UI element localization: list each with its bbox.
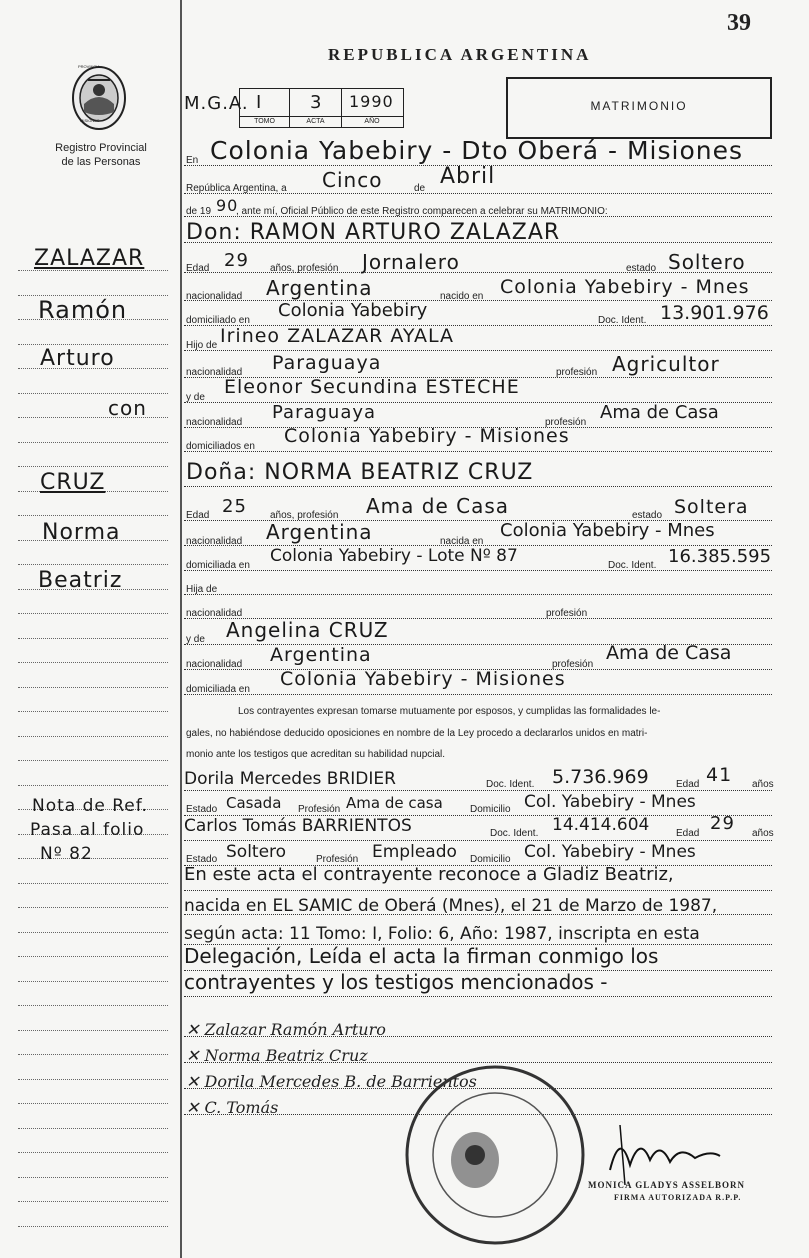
margin-rule bbox=[18, 1030, 168, 1031]
groom-father-profession: Agricultor bbox=[612, 352, 720, 376]
groom-nacionalidad-label: nacionalidad bbox=[186, 291, 243, 302]
groom-mother-profession: Ama de Casa bbox=[600, 402, 719, 423]
margin-rule bbox=[18, 638, 168, 639]
bride-profession: Ama de Casa bbox=[366, 494, 510, 518]
groom-age: 29 bbox=[224, 250, 249, 271]
margin-groom-name1: Ramón bbox=[38, 296, 128, 324]
margin-groom-surname: ZALAZAR bbox=[34, 246, 145, 271]
form-rule bbox=[184, 890, 772, 891]
form-rule bbox=[184, 996, 772, 997]
groom-doc-label: Doc. Ident. bbox=[598, 315, 647, 326]
statement-line1: Los contrayentes expresan tomarse mutuamente por esposos, y cumplidas las formalidades le- bbox=[238, 706, 661, 717]
margin-rule bbox=[18, 466, 168, 467]
bride-domiciliada2-label: domiciliada en bbox=[186, 684, 250, 695]
bride-nacionalidad-label: nacionalidad bbox=[186, 536, 243, 547]
official-stamp-icon bbox=[400, 1060, 590, 1250]
act-type-box bbox=[506, 77, 772, 139]
bride-birthplace: Colonia Yabebiry - Mnes bbox=[500, 520, 715, 541]
witness2-name: Carlos Tomás BARRIENTOS bbox=[184, 816, 412, 836]
witness2-anios-label: años bbox=[752, 828, 774, 839]
margin-rule bbox=[18, 736, 168, 737]
groom-profession-label: años, profesión bbox=[270, 263, 339, 274]
witness1-name: Dorila Mercedes BRIDIER bbox=[184, 769, 396, 789]
margin-bride-name1: Norma bbox=[42, 520, 121, 545]
observation-line2: nacida en EL SAMIC de Oberá (Mnes), el 21 de Marzo de 1987, bbox=[184, 896, 718, 916]
witness1-profession: Ama de casa bbox=[346, 794, 443, 812]
official-name: MONICA GLADYS ASSELBORN bbox=[588, 1180, 746, 1190]
witness1-edad-label: Edad bbox=[676, 779, 700, 790]
margin-rule bbox=[18, 515, 168, 516]
bride-estado-label: estado bbox=[632, 510, 663, 521]
witness2-edad-label: Edad bbox=[676, 828, 700, 839]
margin-note-line1: Nota de Ref. bbox=[32, 796, 148, 816]
margin-rule bbox=[18, 1103, 168, 1104]
bride-domiciliada-label: domiciliada en bbox=[186, 560, 250, 571]
witness1-doc: 5.736.969 bbox=[552, 766, 649, 788]
bride-edad-label: Edad bbox=[186, 510, 210, 521]
form-rule bbox=[184, 350, 772, 351]
witness1-prof-label: Profesión bbox=[298, 804, 341, 815]
margin-rule bbox=[18, 956, 168, 957]
republica-label: República Argentina, a bbox=[186, 183, 287, 194]
groom-birthplace: Colonia Yabebiry - Mnes bbox=[500, 276, 750, 298]
bride-nationality: Argentina bbox=[266, 520, 373, 544]
page-number: 39 bbox=[727, 10, 751, 36]
form-rule bbox=[184, 840, 772, 841]
margin-rule bbox=[18, 981, 168, 982]
en-label: En bbox=[186, 155, 199, 166]
margin-rule bbox=[18, 662, 168, 663]
bride-mother: Angelina CRUZ bbox=[226, 618, 389, 642]
de-label: de bbox=[414, 183, 426, 194]
form-rule bbox=[184, 790, 772, 791]
margin-rule bbox=[18, 1128, 168, 1129]
bride-mother-nationality: Argentina bbox=[270, 644, 372, 666]
witness2-age: 29 bbox=[710, 813, 735, 834]
witness2-address: Col. Yabebiry - Mnes bbox=[524, 842, 696, 862]
country-title: REPUBLICA ARGENTINA bbox=[328, 45, 592, 64]
bride-nacida-label: nacida en bbox=[440, 536, 484, 547]
margin-note-line2: Pasa al folio bbox=[30, 820, 145, 840]
day-value: Cinco bbox=[322, 168, 383, 192]
groom-domiciliados-label: domiciliados en bbox=[186, 441, 255, 452]
margin-connector: con bbox=[108, 396, 147, 420]
margin-note-line3: Nº 82 bbox=[40, 844, 93, 864]
bride-civil-status: Soltera bbox=[674, 496, 749, 518]
statement-line2: gales, no habiéndose deducido oposiciones en nombre de la Ley procedo a declararlos unidos en matri- bbox=[186, 728, 648, 739]
groom-father-nationality: Paraguaya bbox=[272, 352, 382, 374]
seal-text-bottom: MISIONES bbox=[80, 118, 100, 123]
groom-domicilio-label: domiciliado en bbox=[186, 315, 250, 326]
groom-hijo-label: Hijo de bbox=[186, 340, 218, 351]
reference-code: M.G.A. bbox=[184, 93, 249, 114]
witness1-age: 41 bbox=[706, 764, 733, 786]
witness2-doc: 14.414.604 bbox=[552, 815, 650, 835]
signature-bride: ✕ Norma Beatriz Cruz bbox=[186, 1046, 368, 1065]
statement-line3: monio ante los testigos que acreditan su habilidad nupcial. bbox=[186, 749, 446, 760]
margin-rule bbox=[18, 1226, 168, 1227]
margin-rule bbox=[18, 687, 168, 688]
margin-divider bbox=[180, 0, 182, 1258]
margin-rule bbox=[18, 344, 168, 345]
registry-line2: de las Personas bbox=[61, 156, 141, 168]
margin-rule bbox=[18, 932, 168, 933]
observation-line5: contrayentes y los testigos mencionados - bbox=[184, 970, 608, 994]
observation-line4: Delegación, Leída el acta la firman conmigo los bbox=[184, 944, 659, 968]
bride-father-prof-label: profesión bbox=[546, 608, 588, 619]
groom-edad-label: Edad bbox=[186, 263, 210, 274]
margin-groom-name2: Arturo bbox=[40, 346, 115, 371]
observation-line3: según acta: 11 Tomo: I, Folio: 6, Año: 1987, inscripta en esta bbox=[184, 924, 700, 944]
witness1-doc-label: Doc. Ident. bbox=[486, 779, 535, 790]
groom-mother-prof-label: profesión bbox=[545, 417, 587, 428]
place-value: Colonia Yabebiry - Dto Oberá - Misiones bbox=[210, 136, 744, 165]
bride-father-nat-label: nacionalidad bbox=[186, 608, 243, 619]
form-rule bbox=[184, 594, 772, 595]
witness1-address: Col. Yabebiry - Mnes bbox=[524, 792, 696, 812]
margin-rule bbox=[18, 711, 168, 712]
acta-value: 3 bbox=[310, 92, 323, 113]
groom-nationality: Argentina bbox=[266, 276, 373, 300]
anio-label: AÑO bbox=[364, 118, 380, 125]
month-value: Abril bbox=[440, 164, 496, 189]
witness2-prof-label: Profesión bbox=[316, 854, 359, 865]
margin-rule bbox=[18, 442, 168, 443]
bride-mother-profession: Ama de Casa bbox=[606, 642, 732, 664]
groom-nacido-label: nacido en bbox=[440, 291, 484, 302]
bride-full-name: Doña: NORMA BEATRIZ CRUZ bbox=[186, 460, 534, 485]
margin-rule bbox=[18, 785, 168, 786]
bride-age: 25 bbox=[222, 496, 247, 517]
tomo-label: TOMO bbox=[254, 118, 275, 125]
groom-yde-label: y de bbox=[186, 392, 205, 403]
groom-full-name: Don: RAMON ARTURO ZALAZAR bbox=[186, 220, 561, 245]
margin-rule bbox=[18, 564, 168, 565]
bride-mother-address: Colonia Yabebiry - Misiones bbox=[280, 668, 566, 690]
witness2-profession: Empleado bbox=[372, 842, 457, 862]
groom-mother-nat-label: nacionalidad bbox=[186, 417, 243, 428]
year-text: , ante mí, Oficial Público de este Registro comparecen a celebrar su MATRIMONIO: bbox=[236, 206, 608, 217]
year-prefix: de 19 bbox=[186, 206, 212, 217]
anio-value: 1990 bbox=[349, 92, 394, 111]
witness1-dom-label: Domicilio bbox=[470, 804, 511, 815]
registry-line1: Registro Provincial bbox=[55, 142, 147, 154]
margin-rule bbox=[18, 1201, 168, 1202]
bride-yde-label: y de bbox=[186, 634, 205, 645]
groom-address: Colonia Yabebiry bbox=[278, 300, 428, 321]
bride-mother-nat-label: nacionalidad bbox=[186, 659, 243, 670]
groom-doc: 13.901.976 bbox=[660, 302, 769, 324]
margin-rule bbox=[18, 1177, 168, 1178]
year-suffix: 90 bbox=[216, 196, 239, 215]
witness2-estado-label: Estado bbox=[186, 854, 218, 865]
seal-text-top: PROVINCIA bbox=[78, 64, 101, 69]
margin-rule bbox=[18, 760, 168, 761]
official-title: FIRMA AUTORIZADA R.P.P. bbox=[614, 1193, 742, 1202]
form-rule bbox=[184, 694, 772, 695]
form-rule bbox=[184, 451, 772, 452]
form-rule bbox=[184, 570, 772, 571]
groom-father-prof-label: profesión bbox=[556, 367, 598, 378]
margin-rule bbox=[18, 1079, 168, 1080]
witness1-estado-label: Estado bbox=[186, 804, 218, 815]
groom-profession: Jornalero bbox=[362, 250, 460, 274]
observation-line1: En este acta el contrayente reconoce a Gladiz Beatriz, bbox=[184, 864, 674, 885]
groom-mother: Eleonor Secundina ESTECHE bbox=[224, 376, 520, 398]
margin-bride-name2: Beatriz bbox=[38, 568, 123, 593]
witness2-doc-label: Doc. Ident. bbox=[490, 828, 539, 839]
margin-bride-surname: CRUZ bbox=[40, 470, 106, 495]
bride-mother-prof-label: profesión bbox=[552, 659, 594, 670]
witness1-anios-label: años bbox=[752, 779, 774, 790]
bride-profession-label: años, profesión bbox=[270, 510, 339, 521]
act-type: MATRIMONIO bbox=[590, 99, 688, 113]
groom-estado-label: estado bbox=[626, 263, 657, 274]
form-rule bbox=[184, 486, 772, 487]
witness1-status: Casada bbox=[226, 794, 282, 812]
signature-groom: ✕ Zalazar Ramón Arturo bbox=[186, 1020, 386, 1039]
margin-rule bbox=[18, 613, 168, 614]
groom-civil-status: Soltero bbox=[668, 250, 746, 274]
margin-rule bbox=[18, 1152, 168, 1153]
bride-doc-label: Doc. Ident. bbox=[608, 560, 657, 571]
bride-address: Colonia Yabebiry - Lote Nº 87 bbox=[270, 546, 518, 566]
margin-rule bbox=[18, 1054, 168, 1055]
acta-label: ACTA bbox=[306, 118, 325, 125]
groom-mother-nationality: Paraguaya bbox=[272, 402, 377, 423]
groom-father: Irineo ZALAZAR AYALA bbox=[220, 325, 455, 347]
margin-rule bbox=[18, 393, 168, 394]
signature-witness2: ✕ C. Tomás bbox=[186, 1098, 279, 1117]
margin-rule bbox=[18, 883, 168, 884]
bride-doc: 16.385.595 bbox=[668, 546, 772, 567]
witness2-dom-label: Domicilio bbox=[470, 854, 511, 865]
bride-hija-label: Hija de bbox=[186, 584, 218, 595]
groom-father-nat-label: nacionalidad bbox=[186, 367, 243, 378]
tomo-value: I bbox=[256, 92, 263, 113]
signature-witness1: ✕ Dorila Mercedes B. de Barrientos bbox=[186, 1072, 477, 1091]
margin-rule bbox=[18, 907, 168, 908]
groom-parents-address: Colonia Yabebiry - Misiones bbox=[284, 425, 570, 447]
margin-rule bbox=[18, 1005, 168, 1006]
witness2-status: Soltero bbox=[226, 842, 287, 862]
